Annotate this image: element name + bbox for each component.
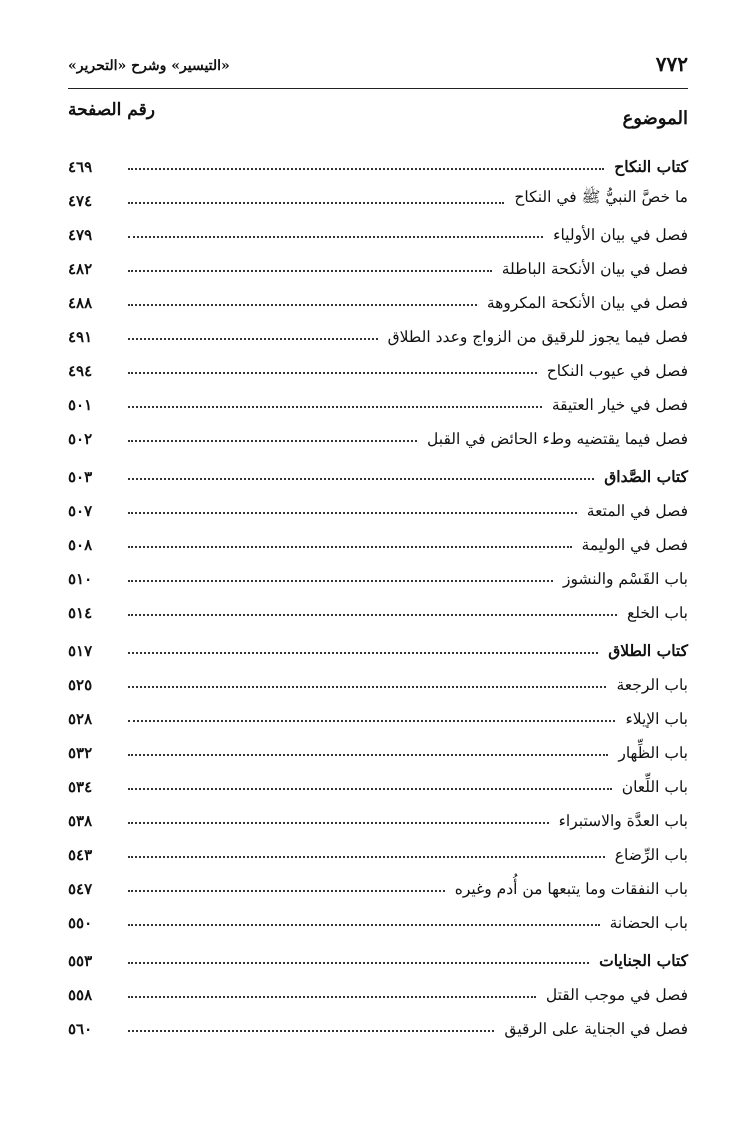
dot-leader <box>128 652 598 654</box>
dot-leader <box>128 1030 494 1032</box>
toc-entry-page: ٥٣٢ <box>68 744 93 762</box>
toc-entry-page: ٥٣٤ <box>68 778 93 796</box>
toc-entry-page: ٥١٧ <box>68 642 93 660</box>
dot-leader <box>128 168 604 170</box>
toc-entry-title: باب الرِّضاع <box>614 846 688 864</box>
toc-entry <box>68 210 688 244</box>
toc-entry-page: ٥٠٧ <box>68 502 93 520</box>
topic-column-heading: الموضوع <box>622 108 688 129</box>
dot-leader <box>128 478 594 480</box>
toc-section-entry <box>68 142 688 176</box>
toc-entry-title: فصل في بيان الأنكحة المكروهة <box>486 294 688 312</box>
toc-entry-title: كتاب الطلاق <box>608 641 688 660</box>
toc-entry <box>68 312 688 346</box>
toc-entry-page: ٥٠٨ <box>68 536 93 554</box>
toc-entry-page: ٥٣٨ <box>68 812 93 830</box>
toc-entry <box>68 380 688 414</box>
toc-entry-page: ٤٧٤ <box>68 192 93 210</box>
running-header <box>68 50 688 90</box>
toc-entry-page: ٥٠٢ <box>68 430 93 448</box>
toc-entry-title: باب الرجعة <box>616 676 688 694</box>
toc-entry <box>68 970 688 1004</box>
column-headings <box>68 90 688 142</box>
dot-leader <box>128 304 477 306</box>
toc-entry <box>68 278 688 312</box>
toc-entry-page: ٥٥٣ <box>68 952 93 970</box>
dot-leader <box>128 202 504 204</box>
toc-entry-title: فصل في بيان الأولياء <box>553 226 688 244</box>
dot-leader <box>128 406 542 408</box>
toc-entry-title: فصل في المتعة <box>586 502 688 520</box>
toc-entry-title: فصل فيما يقتضيه وطء الحائض في القبل <box>427 430 688 448</box>
toc-entry-page: ٥٢٥ <box>68 676 93 694</box>
dot-leader <box>128 720 615 722</box>
toc-entry <box>68 244 688 278</box>
toc-entry-page: ٤٩١ <box>68 328 93 346</box>
toc-entry-title: كتاب النكاح <box>614 157 688 176</box>
dot-leader <box>128 338 378 340</box>
toc-entry <box>68 762 688 796</box>
toc-entry <box>68 414 688 448</box>
page-column-heading: رقم الصفحة <box>68 100 155 120</box>
toc-section-entry <box>68 626 688 660</box>
header-rule <box>68 88 688 89</box>
toc-entry <box>68 588 688 622</box>
toc-entry-title: فصل في عيوب النكاح <box>546 362 688 380</box>
toc-entry-title: باب الظِّهار <box>618 744 688 762</box>
dot-leader <box>128 580 553 582</box>
toc-entry <box>68 520 688 554</box>
dot-leader <box>128 962 589 964</box>
toc-entry-title: باب اللِّعان <box>621 778 688 796</box>
dot-leader <box>128 924 600 926</box>
toc-entry <box>68 346 688 380</box>
dot-leader <box>128 754 608 756</box>
toc-section-entry <box>68 936 688 970</box>
toc-entry-title: باب القَسْم والنشوز <box>562 570 688 588</box>
dot-leader <box>128 372 537 374</box>
toc-entry-page: ٤٨٨ <box>68 294 93 312</box>
toc-entry-title: فصل في موجب القتل <box>545 986 688 1004</box>
dot-leader <box>128 546 572 548</box>
toc-entry-page: ٤٦٩ <box>68 158 93 176</box>
toc-entry-title: ما خصَّ النبيُّ ﷺ في النكاح <box>514 188 688 206</box>
toc-entry-title: باب العدَّة والاستبراء <box>558 812 688 830</box>
toc-entry <box>68 486 688 520</box>
dot-leader <box>128 996 536 998</box>
page-number: ٧٧٢ <box>655 52 688 76</box>
toc-entry-title: باب الخلع <box>627 604 688 622</box>
dot-leader <box>128 614 617 616</box>
table-of-contents <box>68 142 688 1038</box>
toc-entry <box>68 694 688 728</box>
toc-entry-page: ٥٤٣ <box>68 846 93 864</box>
toc-entry-page: ٥٥٨ <box>68 986 93 1004</box>
toc-entry-page: ٤٧٩ <box>68 226 93 244</box>
toc-entry <box>68 898 688 932</box>
toc-entry-title: فصل في الوليمة <box>581 536 688 554</box>
toc-entry <box>68 864 688 898</box>
toc-entry <box>68 554 688 588</box>
toc-entry-title: باب الإيلاء <box>625 710 688 728</box>
toc-entry <box>68 1004 688 1038</box>
toc-entry-page: ٥٢٨ <box>68 710 93 728</box>
toc-entry-title: فصل في خيار العتيقة <box>551 396 688 414</box>
toc-entry-title: كتاب الصَّداق <box>604 467 688 486</box>
toc-entry-title: كتاب الجنايات <box>599 951 688 970</box>
toc-section-entry <box>68 452 688 486</box>
dot-leader <box>128 236 543 238</box>
toc-entry-title: باب الحضانة <box>609 914 688 932</box>
toc-entry-page: ٤٨٢ <box>68 260 93 278</box>
dot-leader <box>128 512 577 514</box>
toc-entry-page: ٥٥٠ <box>68 914 93 932</box>
toc-entry <box>68 176 688 210</box>
toc-entry-page: ٤٩٤ <box>68 362 93 380</box>
toc-entry <box>68 728 688 762</box>
dot-leader <box>128 686 606 688</box>
toc-entry-title: فصل في الجناية على الرقيق <box>504 1020 688 1038</box>
toc-entry <box>68 796 688 830</box>
dot-leader <box>128 270 492 272</box>
dot-leader <box>128 788 612 790</box>
dot-leader <box>128 890 445 892</box>
toc-entry-page: ٥٤٧ <box>68 880 93 898</box>
toc-entry-page: ٥١٤ <box>68 604 93 622</box>
toc-entry <box>68 660 688 694</box>
toc-entry-page: ٥٠٣ <box>68 468 93 486</box>
dot-leader <box>128 440 417 442</box>
toc-entry-title: باب النفقات وما يتبعها من أُدم وغيره <box>454 880 688 898</box>
toc-entry-page: ٥٠١ <box>68 396 93 414</box>
toc-entry-title: فصل في بيان الأنكحة الباطلة <box>501 260 688 278</box>
book-title: «التيسير» وشرح «التحرير» <box>68 58 230 74</box>
toc-entry <box>68 830 688 864</box>
toc-entry-page: ٥٦٠ <box>68 1020 93 1038</box>
toc-entry-page: ٥١٠ <box>68 570 93 588</box>
dot-leader <box>128 856 605 858</box>
document-page <box>68 50 688 1090</box>
dot-leader <box>128 822 549 824</box>
toc-entry-title: فصل فيما يجوز للرقيق من الزواج وعدد الطلاق <box>387 328 688 346</box>
